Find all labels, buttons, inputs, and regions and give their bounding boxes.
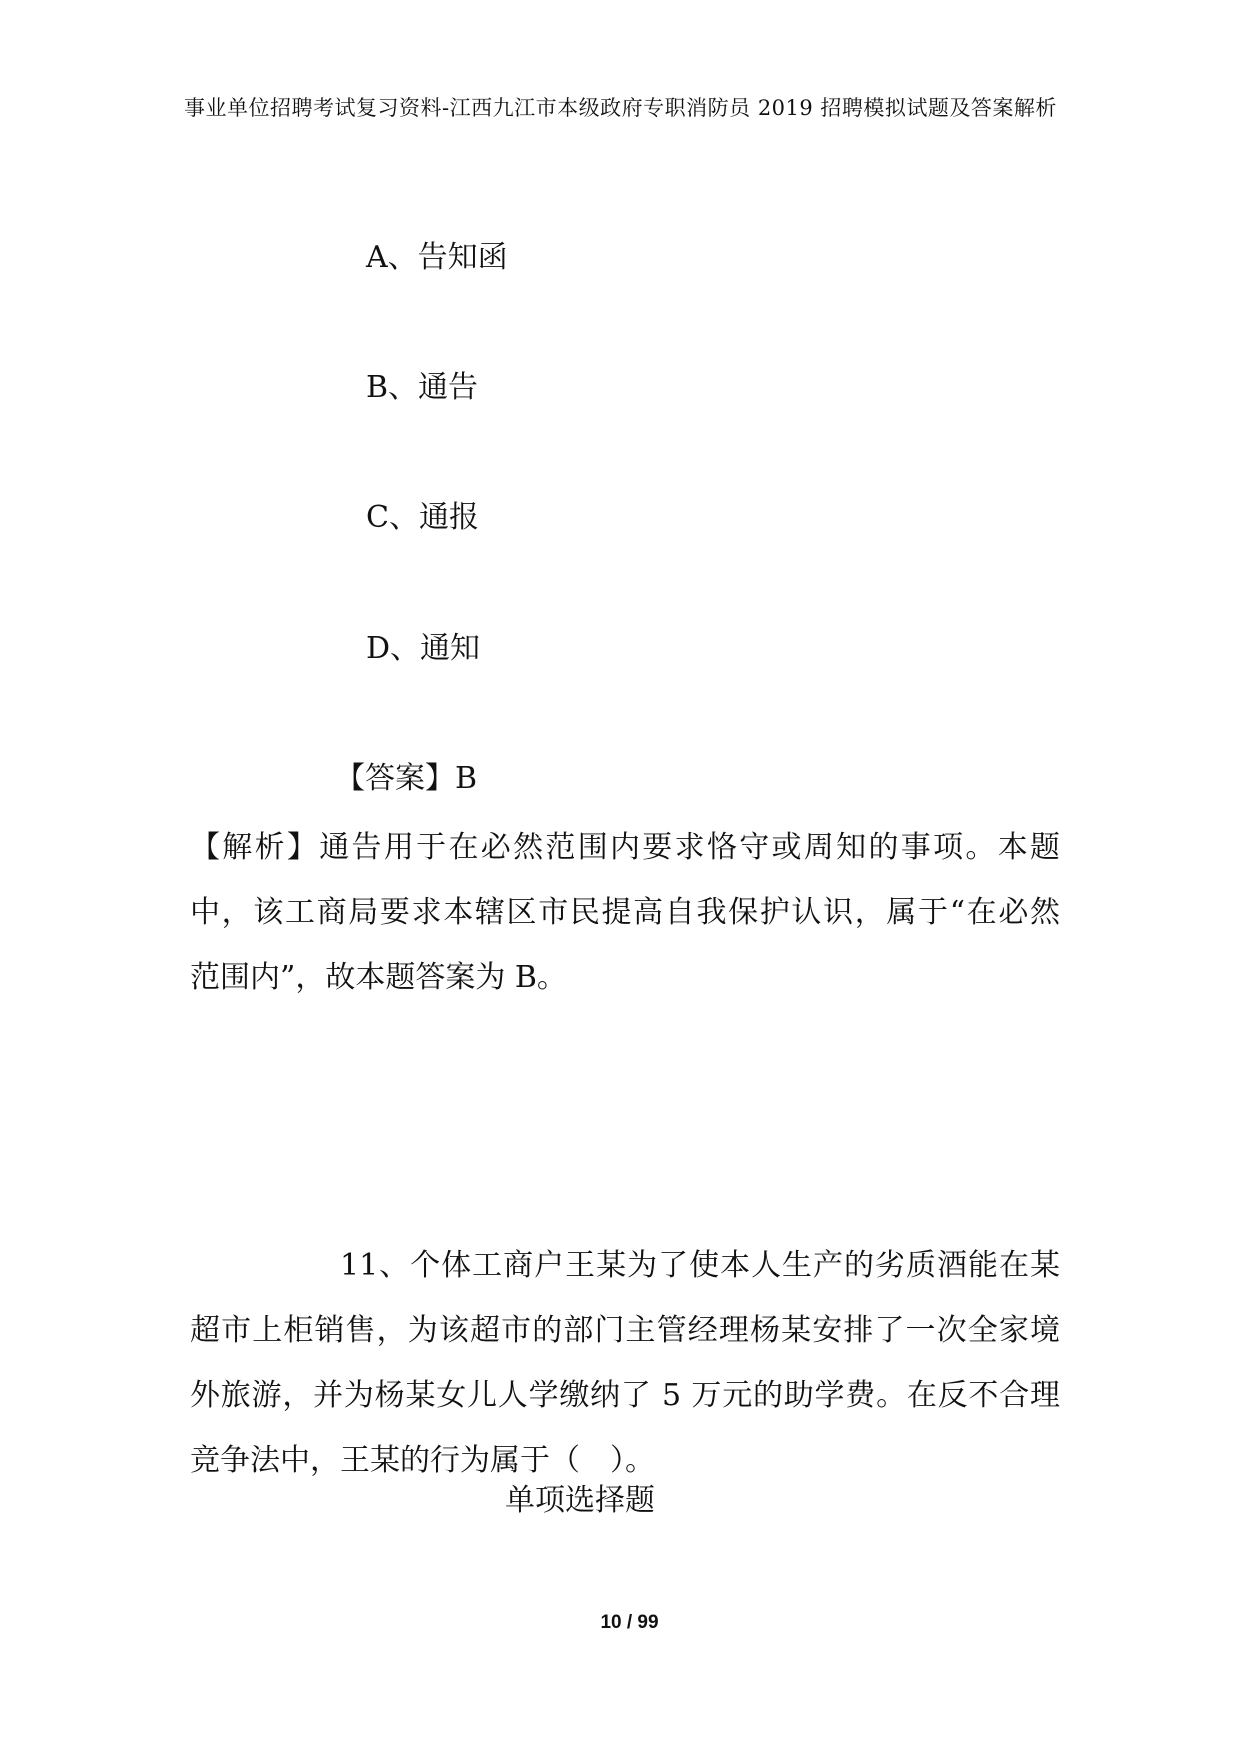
option-b: B、通告 — [366, 370, 479, 405]
question-line: 竞争法中，王某的行为属于（ ）。 — [190, 1443, 655, 1478]
answer-line: 【答案】B — [335, 761, 478, 796]
analysis-paragraph — [190, 815, 1060, 1010]
question-line: 超市上柜销售，为该超市的部门主管经理杨某安排了一次全家境 — [190, 1313, 1060, 1348]
option-a: A、告知函 — [366, 240, 508, 275]
question-type-label: 单项选择题 — [505, 1483, 655, 1518]
page-number: 10 / 99 — [600, 1612, 659, 1633]
question-paragraph — [190, 1233, 1060, 1493]
question-line: 11、个体工商户王某为了使本人生产的劣质酒能在某 — [340, 1248, 1060, 1283]
document-header: 事业单位招聘考试复习资料-江西九江市本级政府专职消防员 2019 招聘模拟试题及答案解析 — [184, 96, 1057, 120]
question-line: 外旅游，并为杨某女儿人学缴纳了 5 万元的助学费。在反不合理 — [190, 1378, 1060, 1413]
analysis-line: 范围内”，故本题答案为 B。 — [190, 960, 567, 995]
option-c: C、通报 — [366, 500, 479, 535]
analysis-line: 中，该工商局要求本辖区市民提高自我保护认识，属于“在必然 — [190, 895, 1060, 930]
option-d: D、通知 — [366, 631, 481, 666]
analysis-line: 【解析】通告用于在必然范围内要求恪守或周知的事项。本题 — [190, 830, 1060, 865]
